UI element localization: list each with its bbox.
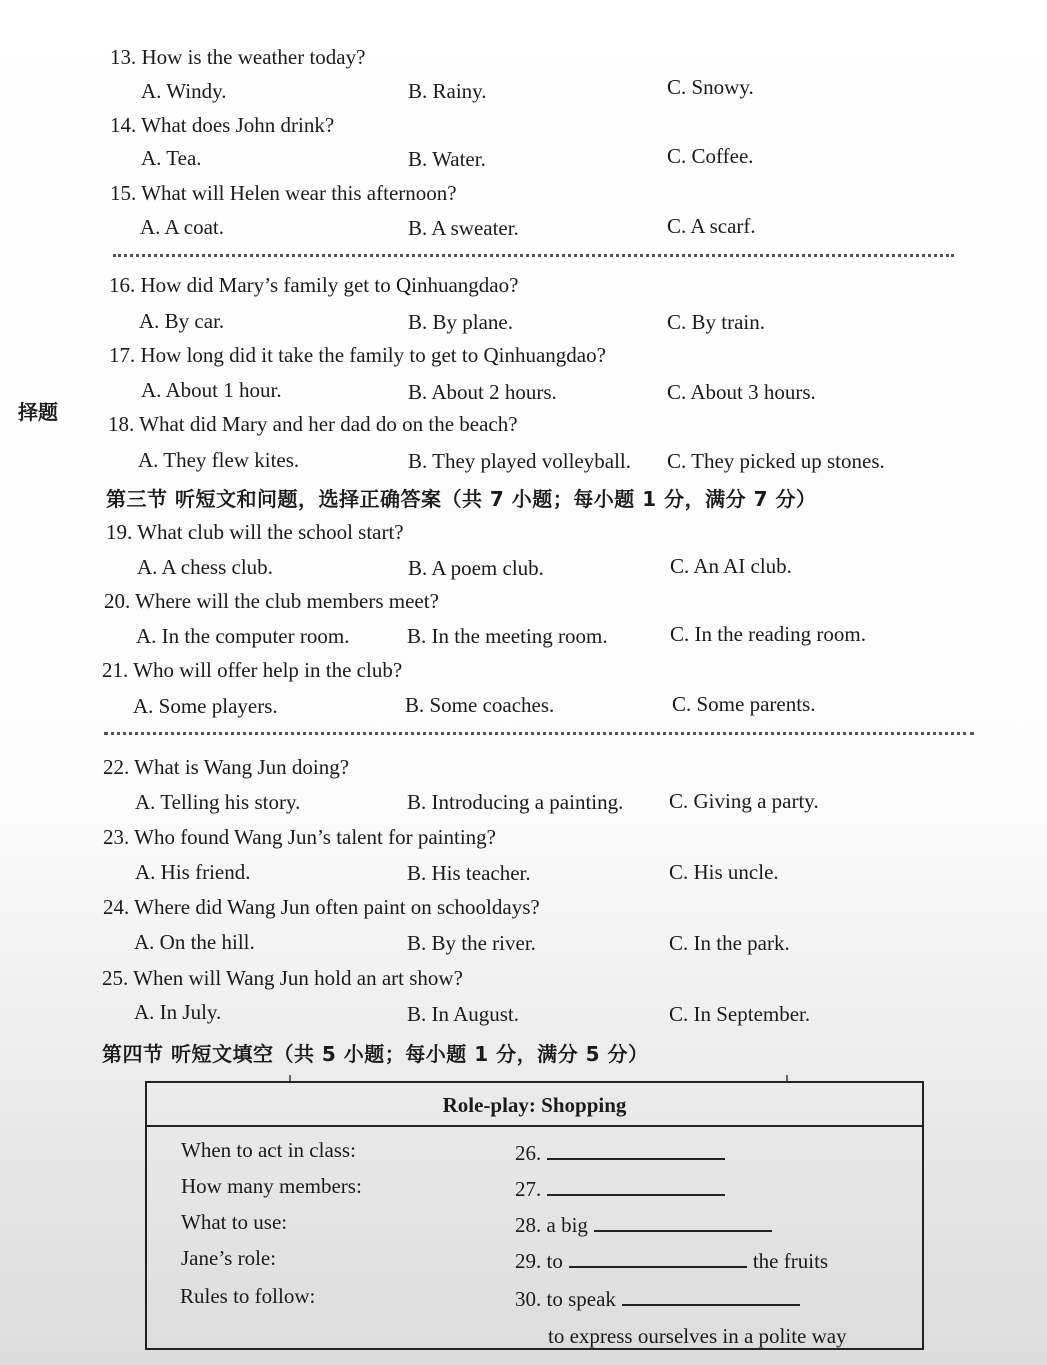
question-21: 21. Who will offer help in the club?	[102, 658, 403, 682]
role-play-table	[145, 1081, 924, 1350]
option-20-c[interactable]: C. In the reading room.	[670, 622, 866, 646]
row-label-members: How many members:	[181, 1174, 362, 1198]
answer-26	[515, 1140, 731, 1166]
option-24-c[interactable]: C. In the park.	[669, 931, 790, 955]
option-15-a[interactable]: A. A coat.	[140, 215, 224, 239]
answer-number: 29.	[515, 1249, 542, 1273]
question-25: 25. When will Wang Jun hold an art show?	[102, 966, 463, 990]
question-15: 15. What will Helen wear this afternoon?	[110, 181, 457, 205]
option-21-a[interactable]: A. Some players.	[133, 694, 278, 718]
question-20: 20. Where will the club members meet?	[104, 589, 439, 613]
section-4-heading: 第四节 听短文填空（共 5 小题；每小题 1 分，满分 5 分）	[102, 1042, 649, 1066]
answer-suffix: the fruits	[752, 1249, 829, 1273]
answer-29	[515, 1248, 828, 1274]
answer-30	[515, 1286, 806, 1312]
option-19-c[interactable]: C. An AI club.	[670, 554, 792, 578]
row-label-janes-role: Jane’s role:	[181, 1246, 277, 1270]
option-17-c[interactable]: C. About 3 hours.	[667, 380, 816, 404]
question-13: 13. How is the weather today?	[110, 45, 366, 69]
question-16: 16. How did Mary’s family get to Qinhuangdao?	[109, 273, 519, 297]
option-24-a[interactable]: A. On the hill.	[134, 930, 255, 954]
answer-number: 28.	[515, 1213, 542, 1237]
option-19-b[interactable]: B. A poem club.	[408, 556, 544, 580]
option-23-b[interactable]: B. His teacher.	[407, 861, 531, 885]
answer-prefix: a big	[546, 1213, 588, 1237]
option-23-a[interactable]: A. His friend.	[135, 860, 251, 884]
question-14: 14. What does John drink?	[110, 113, 335, 137]
option-14-a[interactable]: A. Tea.	[141, 146, 202, 170]
row-label-what-to-use: What to use:	[181, 1210, 288, 1234]
question-17: 17. How long did it take the family to get to Qinhuangdao?	[109, 343, 606, 367]
answer-blank[interactable]	[569, 1248, 747, 1268]
question-22: 22. What is Wang Jun doing?	[103, 755, 350, 779]
option-22-a[interactable]: A. Telling his story.	[135, 790, 301, 814]
option-15-c[interactable]: C. A scarf.	[667, 214, 756, 238]
answer-prefix: to	[546, 1249, 563, 1273]
answer-number: 27.	[515, 1177, 542, 1201]
dotted-divider-1	[113, 254, 954, 257]
answer-blank[interactable]	[547, 1176, 725, 1196]
table-title: Role-play: Shopping	[147, 1083, 922, 1127]
row-label-rules: Rules to follow:	[180, 1284, 316, 1308]
question-24: 24. Where did Wang Jun often paint on schooldays?	[103, 895, 540, 919]
option-21-b[interactable]: B. Some coaches.	[405, 693, 555, 717]
option-13-b[interactable]: B. Rainy.	[408, 79, 487, 103]
side-margin-label: 择题	[18, 400, 58, 424]
option-16-c[interactable]: C. By train.	[667, 310, 765, 334]
answer-prefix: to speak	[546, 1287, 616, 1311]
option-22-c[interactable]: C. Giving a party.	[669, 789, 819, 813]
option-17-b[interactable]: B. About 2 hours.	[408, 380, 557, 404]
question-23: 23. Who found Wang Jun’s talent for painting?	[103, 825, 496, 849]
option-18-c[interactable]: C. They picked up stones.	[667, 449, 885, 473]
answer-number: 30.	[515, 1287, 542, 1311]
option-13-a[interactable]: A. Windy.	[141, 79, 227, 103]
option-25-b[interactable]: B. In August.	[407, 1002, 520, 1026]
dotted-divider-2	[104, 732, 974, 735]
option-20-a[interactable]: A. In the computer room.	[136, 624, 350, 648]
answer-blank[interactable]	[547, 1140, 725, 1160]
option-18-b[interactable]: B. They played volleyball.	[408, 449, 631, 473]
option-21-c[interactable]: C. Some parents.	[672, 692, 816, 716]
answer-28	[515, 1212, 778, 1238]
question-19: 19. What club will the school start?	[106, 520, 404, 544]
option-24-b[interactable]: B. By the river.	[407, 931, 536, 955]
answer-blank[interactable]	[594, 1212, 772, 1232]
option-13-c[interactable]: C. Snowy.	[667, 75, 754, 99]
option-15-b[interactable]: B. A sweater.	[408, 216, 519, 240]
option-18-a[interactable]: A. They flew kites.	[138, 448, 300, 472]
option-25-a[interactable]: A. In July.	[134, 1000, 222, 1024]
option-14-b[interactable]: B. Water.	[408, 147, 486, 171]
option-22-b[interactable]: B. Introducing a painting.	[407, 790, 624, 814]
section-3-heading: 第三节 听短文和问题，选择正确答案（共 7 小题；每小题 1 分，满分 7 分）	[106, 487, 817, 511]
option-19-a[interactable]: A. A chess club.	[137, 555, 273, 579]
answer-blank[interactable]	[622, 1286, 800, 1306]
answer-30-continuation: to express ourselves in a polite way	[548, 1324, 847, 1348]
question-18: 18. What did Mary and her dad do on the beach?	[108, 412, 518, 436]
option-14-c[interactable]: C. Coffee.	[667, 144, 754, 168]
row-label-when: When to act in class:	[181, 1138, 356, 1162]
option-16-a[interactable]: A. By car.	[139, 309, 225, 333]
answer-number: 26.	[515, 1141, 542, 1165]
option-20-b[interactable]: B. In the meeting room.	[407, 624, 608, 648]
option-23-c[interactable]: C. His uncle.	[669, 860, 779, 884]
option-16-b[interactable]: B. By plane.	[408, 310, 513, 334]
option-17-a[interactable]: A. About 1 hour.	[141, 378, 282, 402]
answer-27	[515, 1176, 731, 1202]
option-25-c[interactable]: C. In September.	[669, 1002, 811, 1026]
